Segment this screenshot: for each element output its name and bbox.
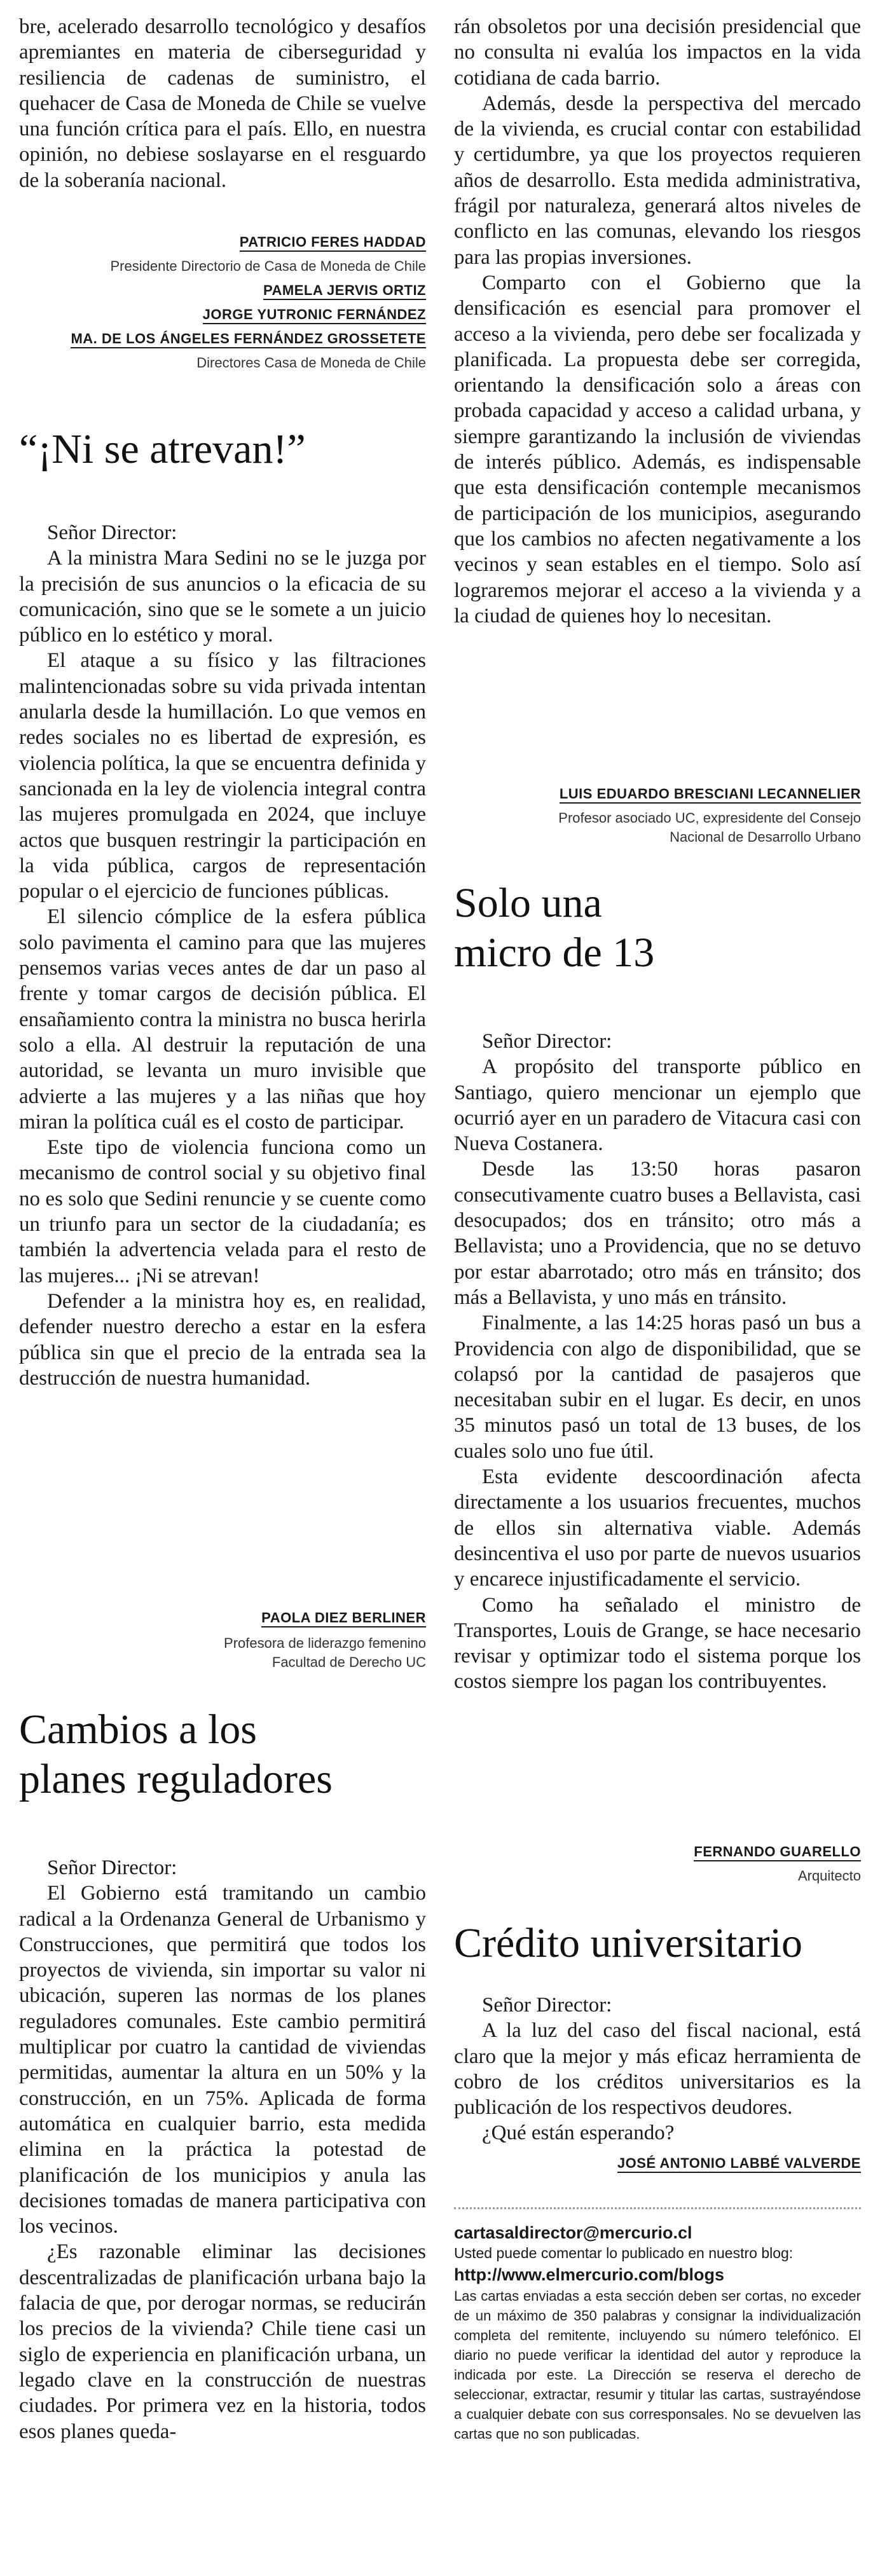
headline-line: Cambios a los bbox=[19, 1706, 257, 1753]
signer-role: Directores Casa de Moneda de Chile bbox=[196, 355, 426, 371]
paragraph: Comparto con el Gobierno que la densificación es esencial para promover el acceso a la vivienda, pero debe ser focalizada y planificada. La propuesta debe ser corregida, orientando la densificación solo a áreas con probada capacidad y acceso a calidad urbana, y siempre garantizando la inclusión de viviendas de interés público. Además, es indispensable que esta densificación contemple mecanismos de participación de los municipios, asegurando que los cambios no afecten negativamente a los vecinos y sean estables en el tiempo. Solo así lograremos mejorar el acceso a la vivienda y a la ciudad de quienes hoy lo necesitan. bbox=[454, 271, 861, 627]
salutation: Señor Director: bbox=[47, 521, 177, 544]
signer-role: Presidente Directorio de Casa de Moneda de Chile bbox=[110, 258, 426, 274]
paragraph: Como ha señalado el ministro de Transportes, Louis de Grange, se hace necesario revisar y optimizar todo el sistema porque los costos siempre los pagan los contribuyentes. bbox=[454, 1593, 861, 1694]
paragraph: rán obsoletos por una decisión presidencial que no consulta ni evalúa los impactos en la vida cotidiana de cada barrio. bbox=[454, 15, 861, 90]
signer-name: PAOLA DIEZ BERLINER bbox=[261, 1610, 426, 1627]
signer-role: Nacional de Desarrollo Urbano bbox=[670, 829, 861, 845]
blog-url-link[interactable]: http://www.elmercurio.com/blogs bbox=[454, 2265, 725, 2284]
letter-casa-moneda-ending bbox=[19, 14, 426, 193]
paragraph: ¿Qué están esperando? bbox=[482, 2121, 675, 2145]
signer-role: Profesor asociado UC, expresidente del Consejo bbox=[558, 810, 861, 826]
headline-line: micro de 13 bbox=[454, 929, 655, 976]
letter-micro-signature bbox=[454, 1842, 861, 1886]
letter-casa-moneda-signatures bbox=[19, 233, 426, 373]
paragraph: bre, acelerado desarrollo tecnológico y desafíos apremiantes en materia de ciberseguridad y resiliencia de cadenas de suministro, el quehacer de Casa de Moneda de Chile se vuelve una función crítica para el país. Ello, en nuestra opinión, no debiese soslayarse en el resguardo de la soberanía nacional. bbox=[19, 15, 426, 192]
paragraph: El silencio cómplice de la esfera pública solo pavimenta el camino para que las mujeres pensemos varias veces antes de dar un paso al frente y tomar cargos de decisión pública. El ensañamiento contra la ministra no busca herirla solo a ella. Al destruir la reputación de una autoridad, se levanta un muro invisible que advierte a las mujeres y a las niñas que hoy miran la política cuál es el costo de participar. bbox=[19, 905, 426, 1134]
blog-intro: Usted puede comentar lo publicado en nuestro blog: bbox=[454, 2245, 794, 2261]
paragraph: Este tipo de violencia funciona como un mecanismo de control social y su objetivo final no es solo que Sedini renuncie y se cuente como un triunfo para un sector de la ciudadanía; es también la advertencia velada para el resto de las mujeres... ¡Ni se atrevan! bbox=[19, 1136, 426, 1287]
salutation: Señor Director: bbox=[482, 1030, 612, 1053]
letter-ni-se-atrevan bbox=[19, 425, 426, 474]
email-link[interactable]: cartasaldirector@mercurio.cl bbox=[454, 2223, 692, 2242]
info-box bbox=[454, 2207, 861, 2444]
signer-name: MA. DE LOS ÁNGELES FERNÁNDEZ GROSSETETE bbox=[71, 331, 426, 348]
paragraph: A la luz del caso del fiscal nacional, está claro que la mejor y más eficaz herramienta de cobro de los créditos universitarios es la publicación de los respectivos deudores. bbox=[454, 2019, 861, 2120]
letter-ni-se-atrevan-body bbox=[19, 520, 426, 1391]
paragraph: Finalmente, a las 14:25 horas pasó un bus a Providencia con algo de disponibilidad, que se colapsó por la cantidad de pasajeros que necesitaban subir en el lugar. Es decir, en unos 35 minutos pasó un total de 13 buses, de los cuales solo uno fue útil. bbox=[454, 1312, 861, 1463]
headline: Crédito universitario bbox=[454, 1920, 803, 1966]
letter-credito-body bbox=[454, 1992, 861, 2146]
signer-name: LUIS EDUARDO BRESCIANI LECANNELIER bbox=[560, 786, 861, 804]
signer-name: PATRICIO FERES HADDAD bbox=[240, 234, 426, 252]
headline-line: Solo una bbox=[454, 880, 602, 926]
paragraph: El ataque a su físico y las filtraciones malintencionadas sobre su vida privada intentan anularla desde la humillación. Lo que vemos en redes sociales no es libertad de expresión, es violencia política, la que se encuentra definida y sancionada en la ley de violencia integral contra las mujeres promulgada en 2024, que incluye actos que busquen restringir la participación en la vida pública, cargos de representación popular o el ejercicio de funciones públicas. bbox=[19, 649, 426, 903]
letter-micro-body bbox=[454, 1029, 861, 1695]
signer-name: FERNANDO GUARELLO bbox=[694, 1844, 861, 1861]
paragraph: Además, desde la perspectiva del mercado de la vivienda, es crucial contar con estabilidad y certidumbre, ya que los proyectos requieren años de desarrollo. Esta medida administrativa, frágil por naturaleza, generará altos niveles de conflicto en las comunas, elevando los riesgos para las propias inversiones. bbox=[454, 92, 861, 269]
letter-planes-body-left bbox=[19, 1855, 426, 2444]
paragraph: Defender a la ministra hoy es, en realidad, defender nuestro derecho a estar en la esfera pública sin que el precio de la entrada sea la destrucción de nuestra humanidad. bbox=[19, 1289, 426, 1390]
salutation: Señor Director: bbox=[47, 1856, 177, 1879]
signer-role: Profesora de liderazgo femenino bbox=[224, 1635, 426, 1651]
letter-ni-se-atrevan-signature bbox=[19, 1608, 426, 1672]
submission-notice: Las cartas enviadas a esta sección deben ser cortas, no exceder de un máximo de 350 palabras y consignar la individualización completa del remitente, incluyendo su número telefónico. El diario no puede verificar la identidad del autor y reproduce la indicada por este. La Dirección se reserva el derecho de seleccionar, extractar, resumir y titular las cartas, sustrayéndose a cualquier debate con sus corresponsales. No se devuelven las cartas que no son publicadas. bbox=[454, 2288, 861, 2442]
signer-name: JOSÉ ANTONIO LABBÉ VALVERDE bbox=[617, 2155, 861, 2173]
salutation: Señor Director: bbox=[482, 1994, 612, 2017]
signer-name: PAMELA JERVIS ORTIZ bbox=[263, 282, 426, 300]
paragraph: A la ministra Mara Sedini no se le juzga por la precisión de sus anuncios o la eficacia de su comunicación, sino que se le somete a un juicio público en lo estético y moral. bbox=[19, 547, 426, 647]
paragraph: Desde las 13:50 horas pasaron consecutivamente cuatro buses a Bellavista, casi desocupados; dos en tránsito; otro más a Bellavista; uno a Providencia, que no se detuvo por estar abarrotado; otro más en tránsito; dos más a Bellavista, y uno más en tránsito. bbox=[454, 1158, 861, 1309]
paragraph: A propósito del transporte público en Santiago, quiero mencionar un ejemplo que ocurrió ayer en un paradero de Vitacura casi con Nueva Costanera. bbox=[454, 1055, 861, 1156]
letter-credito-headline bbox=[454, 1919, 861, 1968]
paragraph: ¿Es razonable eliminar las decisiones descentralizadas de planificación urbana bajo la falacia de que, por derogar normas, se reducirán los precios de la vivienda? Chile tiene casi un siglo de experiencia en planificación urbana, un legado clave en la construcción de nuestras ciudades. Por primera vez en la historia, todos esos planes queda- bbox=[19, 2240, 426, 2443]
signer-name: JORGE YUTRONIC FERNÁNDEZ bbox=[203, 306, 426, 324]
letter-micro-headline bbox=[454, 879, 861, 978]
headline: “¡Ni se atrevan!” bbox=[19, 426, 306, 472]
headline-line: planes reguladores bbox=[19, 1756, 333, 1802]
paragraph: Esta evidente descoordinación afecta directamente a los usuarios frecuentes, muchos de ellos sin alternativa viable. Además desincentiva el uso por parte de nuevos usuarios y encarece injustificadamente el servicio. bbox=[454, 1465, 861, 1591]
letter-planes-signature bbox=[454, 784, 861, 847]
letter-planes-body-right bbox=[454, 14, 861, 629]
paragraph: El Gobierno está tramitando un cambio radical a la Ordenanza General de Urbanismo y Construcciones, que permitirá que todos los proyectos de vivienda, sin importar su valor ni ubicación, superen las normas de los planes reguladores comunales. Este cambio permitirá multiplicar por cuatro la cantidad de viviendas permitidas, aumentar la altura en un 50% y la construcción, en un 75%. Aplicada de forma automática en cualquier barrio, esta medida elimina en la práctica la potestad de planificación de los municipios y anula las decisiones tomadas de manera participativa con los vecinos. bbox=[19, 1882, 426, 2238]
signer-role: Arquitecto bbox=[797, 1868, 861, 1884]
letter-credito-signature bbox=[454, 2154, 861, 2173]
signer-role: Facultad de Derecho UC bbox=[272, 1654, 426, 1670]
letter-planes-headline bbox=[19, 1705, 426, 1804]
